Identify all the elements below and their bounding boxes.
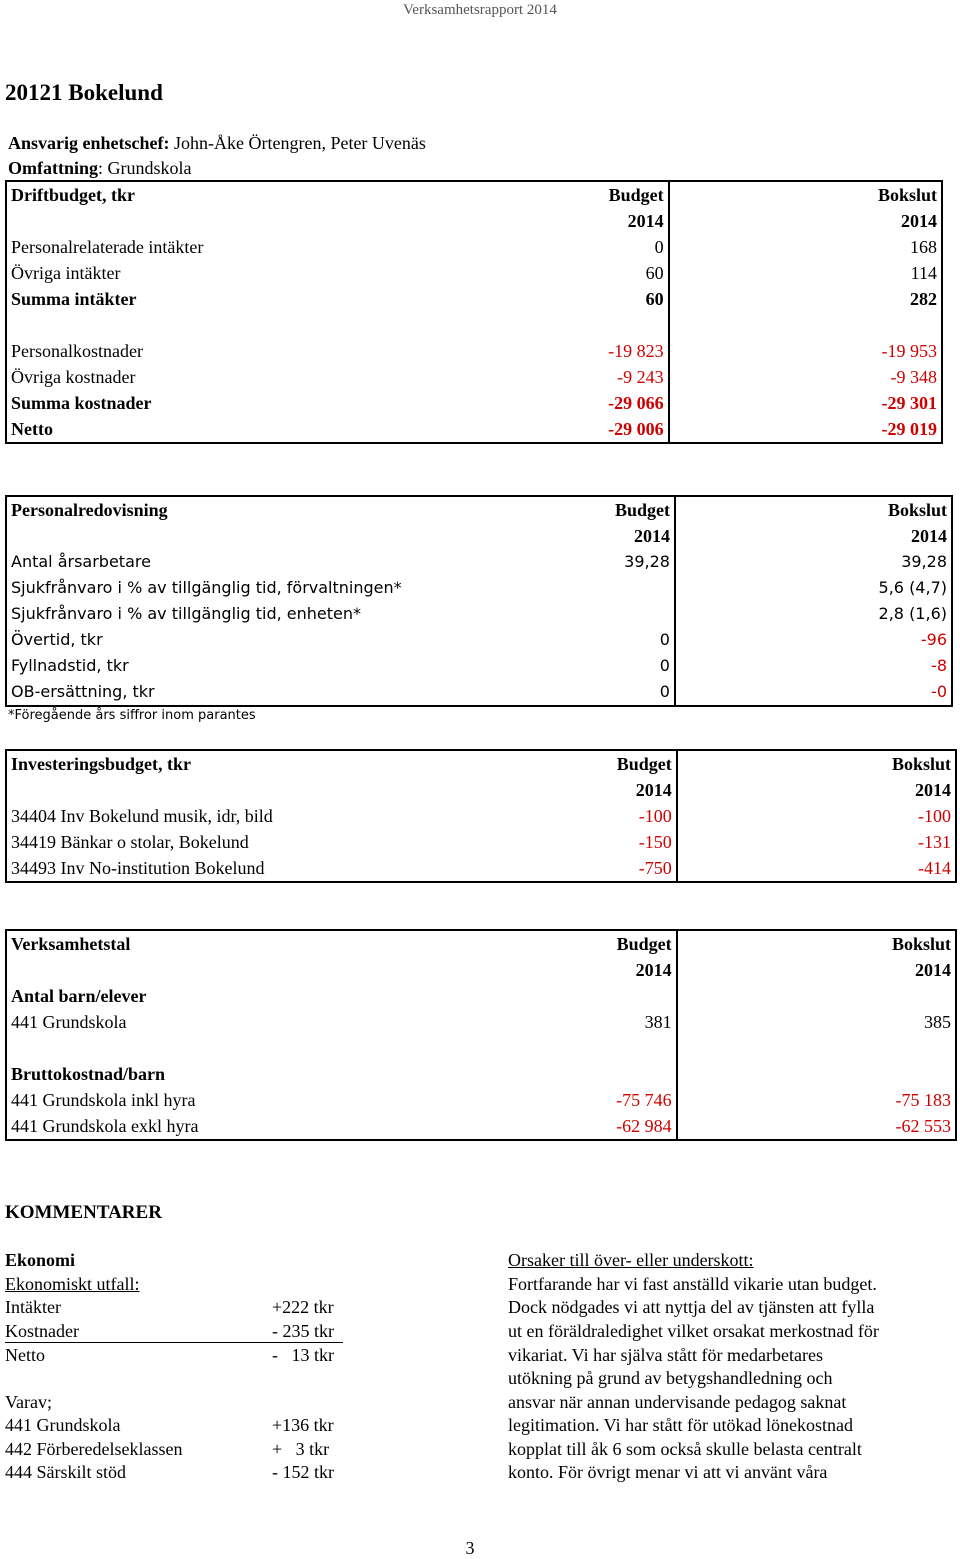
table-row [6, 549, 952, 575]
reasons-line: vikariat. Vi har själva stått för medarbetares [508, 1345, 823, 1365]
economic-outcome-label: Ekonomiskt utfall: [5, 1274, 140, 1294]
bokslut-cell: -19 953 [881, 341, 937, 361]
row-label: Netto [11, 419, 53, 439]
reasons-line: ut en föräldraledighet vilket orsakat merkostnad för [508, 1321, 879, 1341]
budget-cell: -29 066 [483, 390, 669, 416]
column-year: 2014 [485, 957, 677, 983]
column-header: Bokslut [891, 754, 951, 774]
row-label: OB-ersättning, tkr [11, 682, 155, 701]
table-row [6, 286, 942, 312]
row-label: Övertid, tkr [11, 630, 103, 649]
subheading: Antal barn/elever [11, 986, 147, 1006]
column-year: 2014 [485, 777, 677, 803]
column-year: 2014 [915, 780, 951, 800]
row-label: Fyllnadstid, tkr [11, 656, 129, 675]
budget-cell: -75 746 [485, 1087, 677, 1113]
budget-cell [486, 601, 675, 627]
bokslut-cell: -62 553 [895, 1116, 951, 1136]
bokslut-cell: -96 [920, 630, 947, 649]
investment-table [5, 749, 957, 883]
running-header: Verksamhetsrapport 2014 [403, 2, 557, 18]
footnote: *Föregående års siffror inom parantes [8, 708, 256, 723]
bokslut-cell: -29 301 [881, 393, 937, 413]
page-number: 3 [465, 1538, 475, 1558]
bokslut-cell: -100 [918, 806, 951, 826]
budget-cell: -100 [485, 803, 677, 829]
table-row [6, 390, 942, 416]
costs-value: - 235 tkr [272, 1321, 334, 1341]
bokslut-cell: -29 019 [881, 419, 937, 439]
page-title: 20121 Bokelund [5, 80, 163, 105]
row-label: Sjukfrånvaro i % av tillgänglig tid, förvaltningen* [11, 578, 402, 597]
table-row [6, 653, 952, 679]
activity-table [5, 929, 957, 1141]
operating-budget-table [5, 180, 943, 444]
scope-value: : Grundskola [98, 158, 192, 178]
table-row [6, 260, 942, 286]
table-heading: Investeringsbudget, tkr [11, 754, 192, 774]
varav-item-value: + 3 tkr [272, 1439, 330, 1459]
bokslut-cell: -9 348 [890, 367, 937, 387]
reasons-heading: Orsaker till över- eller underskott: [508, 1250, 754, 1270]
budget-cell: 60 [483, 260, 669, 286]
bokslut-cell: 385 [924, 1012, 951, 1032]
staff-table [5, 495, 953, 707]
reasons-line: Dock nödgades vi att nyttja del av tjänsten att fylla [508, 1297, 875, 1317]
row-label: 34404 Inv Bokelund musik, idr, bild [11, 806, 273, 826]
row-label: Summa kostnader [11, 393, 152, 413]
table-row [6, 983, 956, 1009]
bokslut-cell: 39,28 [901, 552, 947, 571]
table-row [6, 750, 956, 777]
table-row [6, 930, 956, 957]
bokslut-cell: -0 [931, 682, 947, 701]
varav-item-value: +136 tkr [272, 1415, 334, 1435]
budget-cell: 381 [485, 1009, 677, 1035]
reasons-line: konto. För övrigt menar vi att vi använt våra [508, 1462, 828, 1482]
row-label: 441 Grundskola [11, 1012, 127, 1032]
column-header: Budget [486, 496, 675, 523]
table-row [6, 803, 956, 829]
table-row [6, 338, 942, 364]
budget-cell: 0 [486, 627, 675, 653]
table-row [6, 208, 942, 234]
table-row [6, 957, 956, 983]
row-label: 34493 Inv No-institution Bokelund [11, 858, 265, 878]
column-header: Bokslut [887, 500, 947, 520]
bokslut-cell: -8 [931, 656, 947, 675]
table-row [6, 364, 942, 390]
varav-item-label: 442 Förberedelseklassen [5, 1439, 183, 1459]
bokslut-cell: 114 [910, 263, 937, 283]
budget-cell: -62 984 [485, 1113, 677, 1140]
table-row [6, 627, 952, 653]
scope-label: Omfattning [8, 158, 98, 178]
income-label: Intäkter [5, 1297, 61, 1317]
comments-heading: KOMMENTARER [5, 1202, 162, 1223]
budget-cell: -750 [485, 855, 677, 882]
table-row [6, 1087, 956, 1113]
budget-cell: 0 [483, 234, 669, 260]
column-header: Budget [485, 930, 677, 957]
row-label: Övriga intäkter [11, 263, 121, 283]
row-label: Sjukfrånvaro i % av tillgänglig tid, enheten* [11, 604, 361, 623]
reasons-line: legitimation. Vi har stått för utökad lönekostnad [508, 1415, 854, 1435]
table-row [6, 829, 956, 855]
budget-cell: -29 006 [483, 416, 669, 443]
column-header: Budget [485, 750, 677, 777]
bokslut-cell: -131 [918, 832, 951, 852]
row-label: Personalkostnader [11, 341, 143, 361]
column-year: 2014 [483, 208, 669, 234]
responsible-label: Ansvarig enhetschef: [8, 133, 170, 153]
bokslut-cell: 2,8 (1,6) [878, 604, 947, 623]
varav-item-value: - 152 tkr [272, 1462, 334, 1482]
table-row [6, 1009, 956, 1035]
net-value: - 13 tkr [272, 1345, 334, 1365]
table-heading: Personalredovisning [11, 500, 168, 520]
bokslut-cell: -75 183 [895, 1090, 951, 1110]
reasons-line: Fortfarande har vi fast anställd vikarie utan budget. [508, 1274, 877, 1294]
bokslut-cell: 168 [910, 237, 937, 257]
income-value: +222 tkr [272, 1297, 334, 1317]
row-label: 441 Grundskola exkl hyra [11, 1116, 199, 1136]
reasons-line: utökning på grund av betygshandledning och [508, 1368, 833, 1388]
table-row [6, 601, 952, 627]
table-row [6, 575, 952, 601]
table-row [6, 777, 956, 803]
table-row [6, 679, 952, 706]
budget-cell: -9 243 [483, 364, 669, 390]
budget-cell: -150 [485, 829, 677, 855]
budget-cell [486, 575, 675, 601]
row-label: Personalrelaterade intäkter [11, 237, 204, 257]
column-header: Bokslut [877, 185, 937, 205]
varav-item-label: 444 Särskilt stöd [5, 1462, 127, 1482]
table-row [6, 234, 942, 260]
column-year: 2014 [901, 211, 937, 231]
economy-heading: Ekonomi [5, 1250, 76, 1270]
table-heading: Driftbudget, tkr [11, 185, 135, 205]
row-label: Antal årsarbetare [11, 552, 151, 571]
row-label: Övriga kostnader [11, 367, 136, 387]
table-row [6, 1113, 956, 1140]
row-label: Summa intäkter [11, 289, 137, 309]
scope-line [8, 158, 192, 179]
column-year: 2014 [915, 960, 951, 980]
table-row [6, 855, 956, 882]
costs-label: Kostnader [5, 1321, 79, 1341]
table-row [6, 416, 942, 443]
bokslut-cell: -414 [918, 858, 951, 878]
budget-cell: 0 [486, 653, 675, 679]
responsible-line [8, 133, 426, 154]
row-label: 441 Grundskola inkl hyra [11, 1090, 196, 1110]
table-heading: Verksamhetstal [11, 934, 131, 954]
reasons-line: kopplat till åk 6 som också skulle belasta centralt [508, 1439, 862, 1459]
table-row [6, 181, 942, 208]
subheading: Bruttokostnad/barn [11, 1064, 166, 1084]
budget-cell: 60 [483, 286, 669, 312]
table-row [6, 1061, 956, 1087]
budget-cell: -19 823 [483, 338, 669, 364]
bokslut-cell: 282 [910, 289, 937, 309]
column-year: 2014 [911, 526, 947, 546]
budget-cell: 39,28 [486, 549, 675, 575]
column-year: 2014 [486, 523, 675, 549]
budget-cell: 0 [486, 679, 675, 706]
varav-item-label: 441 Grundskola [5, 1415, 121, 1435]
table-row [6, 523, 952, 549]
net-label: Netto [5, 1345, 45, 1365]
column-header: Bokslut [891, 934, 951, 954]
bokslut-cell: 5,6 (4,7) [878, 578, 947, 597]
table-row [6, 496, 952, 523]
row-label: 34419 Bänkar o stolar, Bokelund [11, 832, 249, 852]
reasons-line: ansvar när annan undervisande pedagog saknat [508, 1392, 847, 1412]
column-header: Budget [483, 181, 669, 208]
varav-label: Varav; [5, 1392, 52, 1412]
responsible-value: John-Åke Örtengren, Peter Uvenäs [169, 133, 426, 153]
